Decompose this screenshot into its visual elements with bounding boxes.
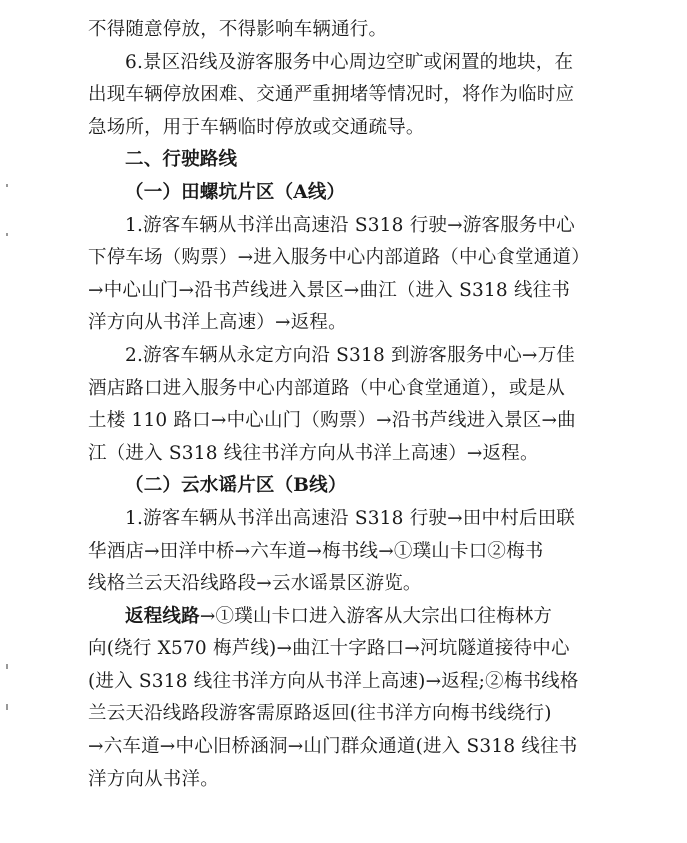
text-line: 6.景区沿线及游客服务中心周边空旷或闲置的地块，在 [125,51,574,73]
paragraph-route-b1 [88,503,594,601]
text-line: (进入 S318 线往书洋方向从书洋上高速)→返程;②梅书线格 [88,670,579,692]
text-line: 江（进入 S318 线往书洋方向从书洋上高速）→返程。 [88,442,539,464]
section-heading: 二、行驶路线 [125,149,238,171]
subsection-heading-b: （二）云水谣片区（B线） [125,475,347,497]
text-line: 向(绕行 X570 梅芦线)→曲江十字路口→河坑隧道接待中心 [88,638,570,660]
text-line: 1.游客车辆从书洋出高速沿 S318 行驶→田中村后田联 [125,507,575,529]
text-line: →中心山门→沿书芦线进入景区→曲江（进入 S318 线往书 [88,279,571,301]
text-line: 2.游客车辆从永定方向沿 S318 到游客服务中心→万佳 [125,344,575,366]
text-line: 不得随意停放，不得影响车辆通行。 [88,19,388,40]
text-line: 酒店路口进入服务中心内部道路（中心食堂通道），或是从 [88,377,565,399]
return-route-label: 返程线路 [125,605,200,627]
text-line: 洋方向从书洋。 [88,768,219,790]
text-line: 兰云天沿线路段游客需原路返回(往书洋方向梅书线绕行) [88,703,552,725]
document-page [88,14,594,796]
text-line: →①璞山卡口进入游客从大宗出口往梅林方 [199,605,553,627]
text-line: 1.游客车辆从书洋出高速沿 S318 行驶→游客服务中心 [125,214,575,236]
text-line: 急场所，用于车辆临时停放或交通疏导。 [88,116,425,138]
paragraph-item-6 [88,47,594,145]
text-line: 洋方向从书洋上高速）→返程。 [88,312,347,334]
paragraph-return-route [88,601,594,797]
margin-mark [6,233,8,236]
paragraph-route-a2 [88,340,594,470]
margin-mark [6,664,8,669]
text-line: 出现车辆停放困难、交通严重拥堵等情况时，将作为临时应 [88,84,575,106]
subsection-heading-a: （一）田螺坑片区（A线） [125,181,346,203]
paragraph-continuation [88,14,594,47]
margin-mark [6,704,8,710]
paragraph-route-a1 [88,210,594,340]
margin-mark [6,184,8,187]
text-line: 土楼 110 路口→中心山门（购票）→沿书芦线进入景区→曲 [88,410,576,432]
text-line: 下停车场（购票）→进入服务中心内部道路（中心食堂通道） [88,247,590,269]
text-line: 华酒店→田洋中桥→六车道→梅书线→①璞山卡口②梅书 [88,540,544,562]
text-line: →六车道→中心旧桥涵洞→山门群众通道(进入 S318 线往书 [88,736,578,758]
text-line: 线格兰云天沿线路段→云水谣景区游览。 [88,573,422,595]
